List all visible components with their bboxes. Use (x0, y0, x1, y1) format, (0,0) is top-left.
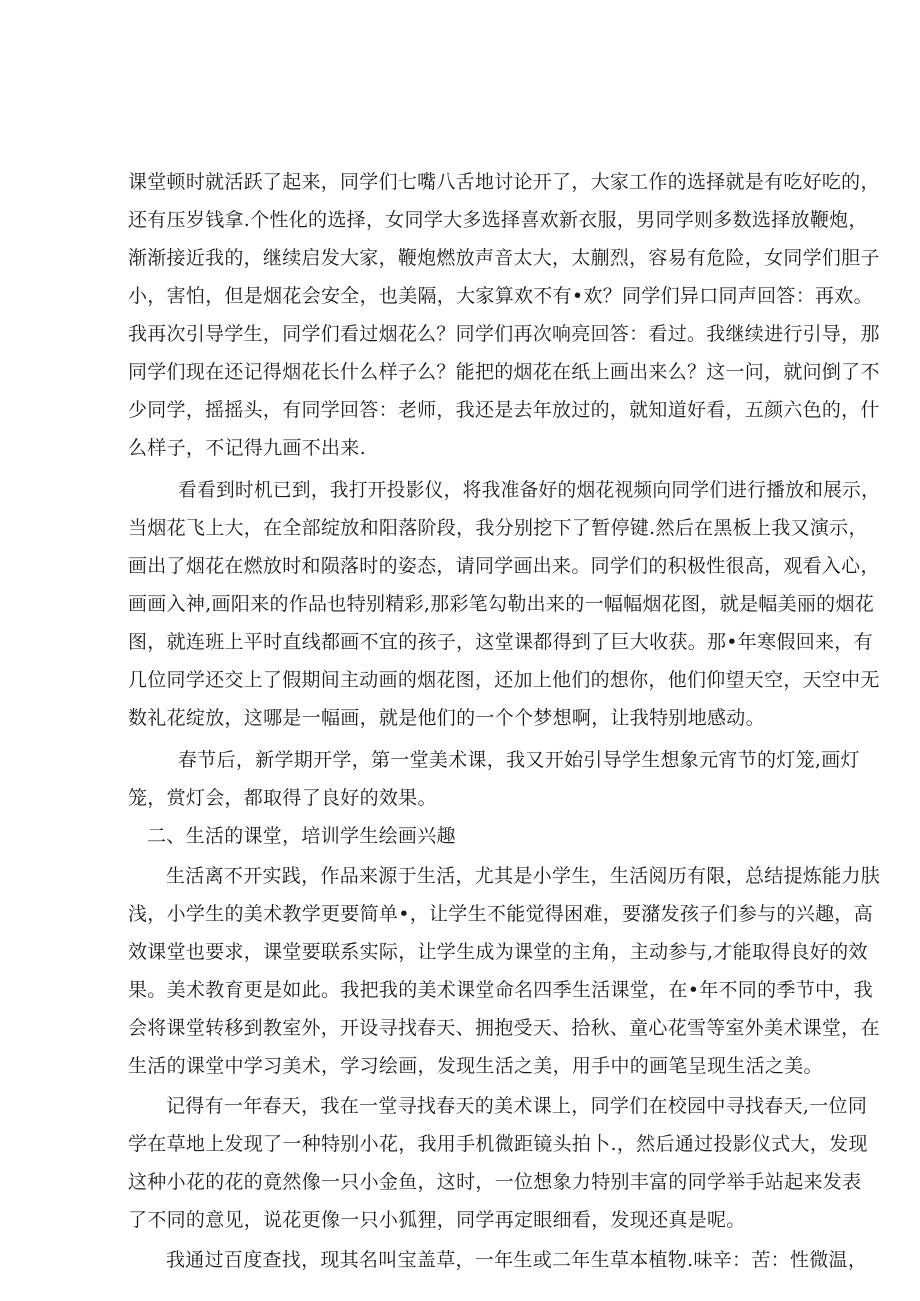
paragraph-1-line-8: 么样子，不记得九画不出来. (128, 437, 366, 459)
paragraph-5-line-5: 会将课堂转移到教室外，开设寻找春天、拥抱受天、拾秋、童心花雪等室外美术课堂，在 (128, 1017, 880, 1039)
paragraph-1-line-6: 同学们现在还记得烟花长什么样子么？能把的烟花在纸上画出来么？这一问，就问倒了不 (128, 361, 880, 383)
paragraph-6-line-3: 这种小花的花的竟然像一只小金鱼，这时，一位想象力特别丰富的同学举手站起来发表 (128, 1171, 862, 1193)
paragraph-3-line-1: 春节后，新学期开学，第一堂美术课，我又开始引导学生想象元宵节的灯笼,画灯 (178, 749, 860, 771)
paragraph-6-line-1: 记得有一年春天，我在一堂寻找春天的美术课上，同学们在校园中寻找春天,一位同 (166, 1095, 868, 1117)
paragraph-5-line-1: 生活离不开实践，作品来源于生活，尤其是小学生，生活阅历有限，总结提炼能力肤 (166, 865, 881, 887)
paragraph-6-line-4: 了不同的意见，说花更像一只小狐狸，同学再定眼细看，发现还真是呢。 (128, 1209, 746, 1231)
paragraph-1-line-5: 我再次引导学生，同学们看过烟花么？同学们再次响亮回答：看过。我继续进行引导，那 (128, 323, 880, 345)
paragraph-2-line-6: 几位同学还交上了假期间主动画的烟花图，还加上他们的想你，他们仰望天空，天空中无 (128, 669, 880, 691)
paragraph-2-line-5: 图，就连班上平时直线都画不宜的孩子，这堂课都得到了巨大收获。那•年寒假回来，有 (128, 631, 873, 653)
paragraph-2-line-4: 画画入神,画阳来的作品也特别精彩,那彩笔勾勒出来的一幅幅烟花图，就是幅美丽的烟花 (128, 593, 875, 615)
paragraph-3-line-2: 笼，赏灯会，都取得了良好的效果。 (128, 787, 437, 809)
paragraph-2-line-3: 画出了烟花在燃放时和陨落时的姿态，请同学画出来。同学们的积极性很高，观看入心， (128, 555, 880, 577)
paragraph-1-line-1: 课堂顿时就活跃了起来，同学们七嘴八舌地讨论开了，大家工作的选择就是有吃好吃的， (128, 171, 880, 193)
paragraph-2-line-2: 当烟花飞上大，在全部绽放和阳落阶段，我分别挖下了暂停键.然后在黑板上我又演示， (128, 517, 868, 539)
section-heading: 二、生活的课堂，培训学生绘画兴趣 (147, 825, 456, 847)
paragraph-2-line-1: 看看到时机已到，我打开投影仪，将我准备好的烟花视频向同学们进行播放和展示， (178, 479, 881, 501)
paragraph-5-line-6: 生活的课堂中学习美术，学习绘画，发现生活之美，用手中的画笔呈现生活之美。 (128, 1055, 823, 1077)
paragraph-5-line-4: 果。美术教育更是如此。我把我的美术课堂命名四季生活课堂，在•年不同的季节中，我 (128, 979, 873, 1001)
paragraph-5-line-3: 效课堂也要求，课堂要联系实际，让学生成为课堂的主角，主动参与,才能取得良好的效 (128, 941, 868, 963)
paragraph-2-line-7: 数礼花绽放，这哪是一幅画，就是他们的一个个梦想啊，让我特别地感动。 (128, 707, 765, 729)
paragraph-6-line-2: 学在草地上发现了一种特别小花，我用手机微距镜头拍卜.，然后通过投影仪式大，发现 (128, 1133, 868, 1155)
paragraph-1-line-4: 小，害怕，但是烟花会安全，也美隔，大家算欢不有•欢？同学们异口同声回答：再欢。 (128, 285, 873, 307)
paragraph-1-line-2: 还有压岁钱拿.个性化的选择，女同学大多选择喜欢新衣服，男同学则多数选择放鞭炮， (128, 209, 868, 231)
paragraph-5-line-2: 浅，小学生的美术教学更要简单•，让学生不能觉得困难，要潴发孩子们参与的兴趣，高 (128, 903, 873, 925)
paragraph-1-line-3: 渐渐接近我的，继续启发大家，鞭炮燃放声音太大，太蒯烈，容易有危险，女同学们胆子 (128, 247, 880, 269)
paragraph-1-line-7: 少同学，摇摇头，有同学回答：老师，我还是去年放过的，就知道好看，五颜六色的，什 (128, 399, 880, 421)
paragraph-7-line-1: 我通过百度查找，现其名叫宝盖草，一年生或二年生草本植物.味辛：苦：性微温， (166, 1249, 868, 1271)
